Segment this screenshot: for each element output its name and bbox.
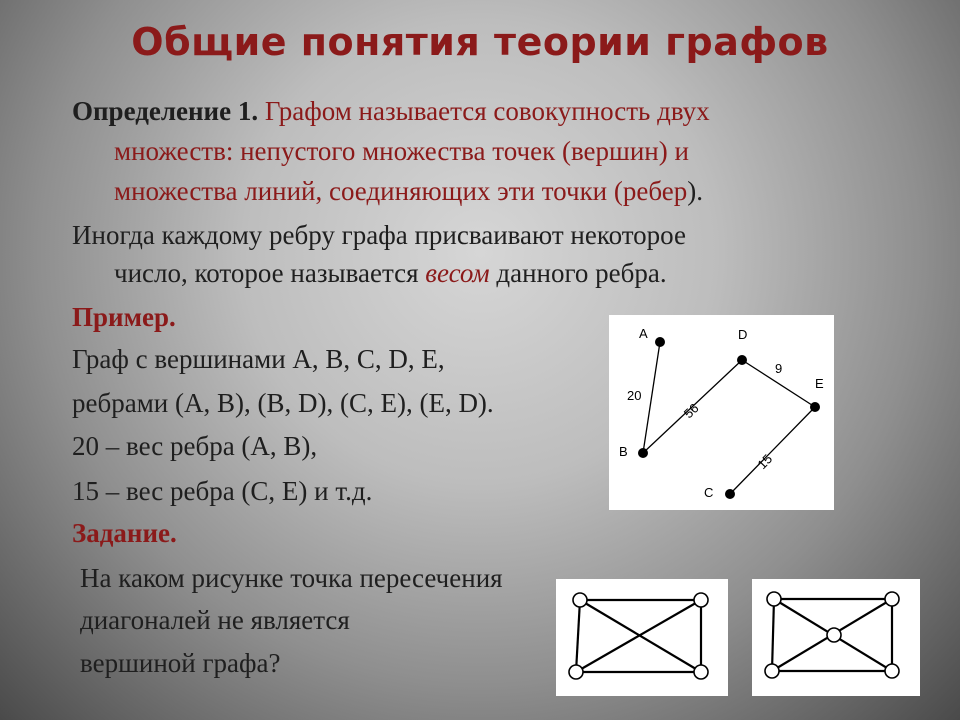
definition-text-3: множества линий, соединяющих эти точки (ребер [114,176,688,206]
edge-weight-15: 15 [754,451,776,473]
task-figure-2-svg [752,579,920,696]
weight-note-text-b: данного ребра. [489,258,667,288]
example-line-2: ребрами (A, B), (B, D), (C, E), (E, D). [72,388,494,418]
definition-line-1 [72,98,710,125]
vertex-b [638,448,648,458]
definition-text-3-end: ). [687,176,703,206]
task-line-3: вершиной графа? [80,648,281,678]
example-line-4: 15 – вес ребра (C, E) и т.д. [72,476,373,506]
example-graph-svg [609,315,834,510]
task-figure-1-svg [556,579,728,696]
definition-text-1: Графом называется совокупность двух [258,96,710,126]
weight-note-text-a: число, которое называется [114,258,426,288]
weight-note-line-1: Иногда каждому ребру графа присваивают некоторое [72,220,686,250]
definition-label: Определение 1. [72,96,259,126]
page-title: Общие понятия теории графов [131,20,829,64]
example-label: Пример. [72,302,176,332]
task-figure-2 [752,579,920,696]
example-line-3: 20 – вес ребра (A, B), [72,431,318,461]
vertex-e [810,402,820,412]
weight-note-line-2 [114,260,667,287]
edge-weight-56: 56 [680,400,702,422]
edge-a-b [643,342,660,453]
vertex-label-b: B [619,444,628,459]
vertex-d [737,355,747,365]
task-line-2: диагоналей не является [80,605,350,635]
task-figure-1 [556,579,728,696]
vertex-label-a: A [639,326,648,341]
vertex-label-e: E [815,376,824,391]
example-graph-figure [609,315,834,510]
edge-e-c [730,407,815,494]
example-line-1: Граф с вершинами A, B, C, D, E, [72,344,445,374]
weight-term: весом [425,258,490,288]
definition-line-3 [114,178,703,205]
vertex-c [725,489,735,499]
definition-line-2: множеств: непустого множества точек (вершин) и [114,136,689,166]
edge-weight-20: 20 [627,388,642,403]
task-label: Задание. [72,518,177,548]
edge-weight-9: 9 [775,361,783,376]
vertex-a [655,337,665,347]
vertex-label-d: D [738,327,748,342]
vertex-label-c: C [704,485,714,500]
task-line-1: На каком рисунке точка пересечения [80,563,503,593]
